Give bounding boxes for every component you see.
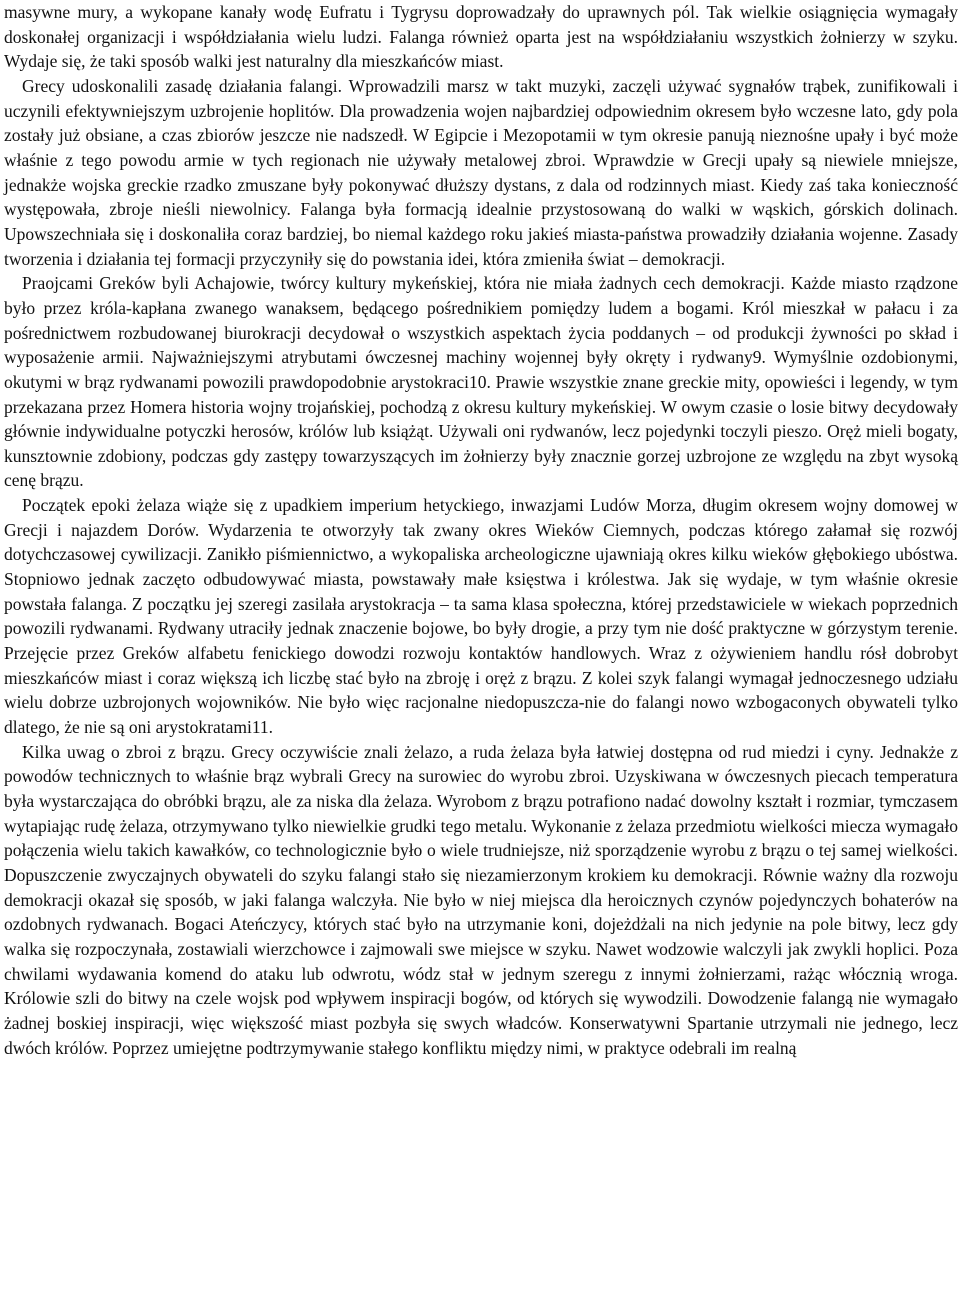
paragraph-achaeans: Praojcami Greków byli Achajowie, twórcy kultury mykeńskiej, która nie miała żadnych cech demokracji. Każde miasto rządzone było przez króla-kapłana zwanego wanaksem, będącego pośrednikiem pomiędzy ludem a bogami. Król mieszkał w pałacu i za pośrednictwem rozbudowanej biurokracji decydował o wszystkich aspektach życia poddanych – od produkcji żywności po skład i wyposażenie armii. Najważniejszymi atrybutami ówczesnej machiny wojennej były okręty i rydwany9. Wymyślnie ozdobionymi, okutymi w brąz rydwanami powozili prawdopodobnie arystokraci10. Prawie wszystkie znane greckie mity, opowieści i legendy, w tym przekazana przez Homera historia wojny trojańskiej, pochodzą z okresu kultury mykeńskiej. W owym czasie o losie bitwy decydowały głównie indywidualne potyczki herosów, królów lub książąt. Używali oni rydwanów, lecz pojedynki toczyli pieszo. Oręż mieli bogaty, kunsztownie zdobiony, podczas gdy zastępy towarzyszących im żołnierzy były znacznie gorzej uzbrojone ze względu na zbyt wysoką cenę brązu. (4, 273, 958, 491)
paragraph-iron-age: Początek epoki żelaza wiąże się z upadkiem imperium hetyckiego, inwazjami Ludów Morza, długim okresem wojny domowej w Grecji i najazdem Dorów. Wydarzenia te otworzyły tak zwany okres Wieków Ciemnych, podczas którego załamał się rozwój dotychczasowej cywilizacji. Zanikło piśmiennictwo, a wykopaliska archeologiczne ujawniają okres kilku wieków głębokiego ubóstwa. Stopniowo jednak zaczęto odbudowywać miasta, powstawały małe księstwa i królestwa. Jak się wydaje, w tym właśnie okresie powstała falanga. Z początku jej szeregi zasilała arystokracja – ta sama klasa społeczna, której przedstawiciele w wiekach poprzednich powozili rydwanami. Rydwany utraciły jednak znaczenie bojowe, bo były drogie, a przy tym nie dość praktyczne w górzystym terenie. Przejęcie przez Greków alfabetu fenickiego dowodzi rozwoju kontaktów handlowych. Wraz z ożywieniem handlu rósł dobrobyt mieszkańców miast i coraz większą ich liczbę stać było na zbroję i oręż z brązu. Z kolei szyk falangi wymagał jednoczesnego udziału wielu dobrze uzbrojonych wojowników. Nie było więc racjonalne niedopuszcza-nie do falangi nowo wzbogaconych obywateli tylko dlatego, że nie są oni arystokratami11. (4, 495, 958, 738)
paragraph-walls-cities: masywne mury, a wykopane kanały wodę Eufratu i Tygrysu doprowadzały do uprawnych pól. Tak wielkie osiągnięcia wymagały doskonałej organizacji i współdziałania wielu ludzi. Falanga również oparta jest na współdziałaniu wszystkich żołnierzy w szyku. Wydaje się, że taki sposób walki jest naturalny dla mieszkańców miast. (4, 2, 958, 72)
paragraph-bronze-armor: Kilka uwag o zbroi z brązu. Grecy oczywiście znali żelazo, a ruda żelaza była łatwiej dostępna od rud miedzi i cyny. Jednakże z powodów technicznych to właśnie brąz wybrali Grecy na surowiec do wyrobu zbroi. Uzyskiwana w ówczesnych piecach temperatura była wystarczająca do obróbki brązu, ale za niska dla żelaza. Wyrobom z brązu potrafiono nadać dowolny kształt i rozmiar, tymczasem wytapiając rudę żelaza, otrzymywano tylko niewielkie grudki tego metalu. Wykonanie z żelaza przedmiotu wielkości miecza wymagało połączenia wielu takich kawałków, co technologicznie było o wiele trudniejsze, niż sporządzenie wyrobu z brązu o tej samej wielkości. Dopuszczenie zwyczajnych obywateli do szyku falangi stało się niezamierzonym krokiem ku demokracji. Równie ważny dla rozwoju demokracji okazał się sposób, w jaki falanga walczyła. Nie było w niej miejsca dla heroicznych czynów pojedynczych bohaterów na ozdobnych rydwanach. Bogaci Ateńczycy, których stać było na utrzymanie koni, dojeżdżali na nich jedynie na pole bitwy, lecz gdy walka się rozpoczynała, zostawiali wierzchowce i zajmowali swe miejsce w szyku. Nawet wodzowie walczyli jak zwykli hoplici. Poza chwilami wydawania komend do ataku lub odwrotu, wódz stał w jednym szeregu z innymi żołnierzami, rażąc włócznią wroga. Królowie szli do bitwy na czele wojsk pod wpływem inspiracji bogów, od których się wywodzili. Dowodzenie falangą nie wymagało żadnej boskiej inspiracji, więc większość miast pozbyła się swych władców. Konserwatywni Spartanie utrzymali nie jednego, lecz dwóch królów. Poprzez umiejętne podtrzymywanie stałego konfliktu między nimi, w praktyce odebrali im realną (4, 741, 958, 1058)
paragraph-greeks-phalanx: Grecy udoskonalili zasadę działania falangi. Wprowadzili marsz w takt muzyki, zaczęli używać sygnałów trąbek, zunifikowali i uczynili efektywniejszym uzbrojenie hoplitów. Dla prowadzenia wojen najbardziej odpowiednim okresem było wczesne lato, gdy pola zostały już obsiane, a czas zbiorów jeszcze nie nadszedł. W Egipcie i Mezopotamii w tym okresie panują nieznośne upały i być może właśnie z tego powodu armie w tych regionach nie używały metalowej zbroi. Wprawdzie w Grecji upały są niewiele mniejsze, jednakże wojska greckie rzadko zmuszane były pokonywać dłuższy dystans, z dala od rodzinnych miast. Kiedy zaś taka konieczność występowała, zbroje nieśli niewolnicy. Falanga była formacją idealnie przystosowaną do walki w wąskich, górskich dolinach. Upowszechniała się i doskonaliła coraz bardziej, bo niemal każdego roku jakieś miasta-państwa prowadziły działania wojenne. Zasady tworzenia i działania tej formacji przyczyniły się do powstania idei, która zmieniła świat – demokracji. (4, 75, 958, 269)
